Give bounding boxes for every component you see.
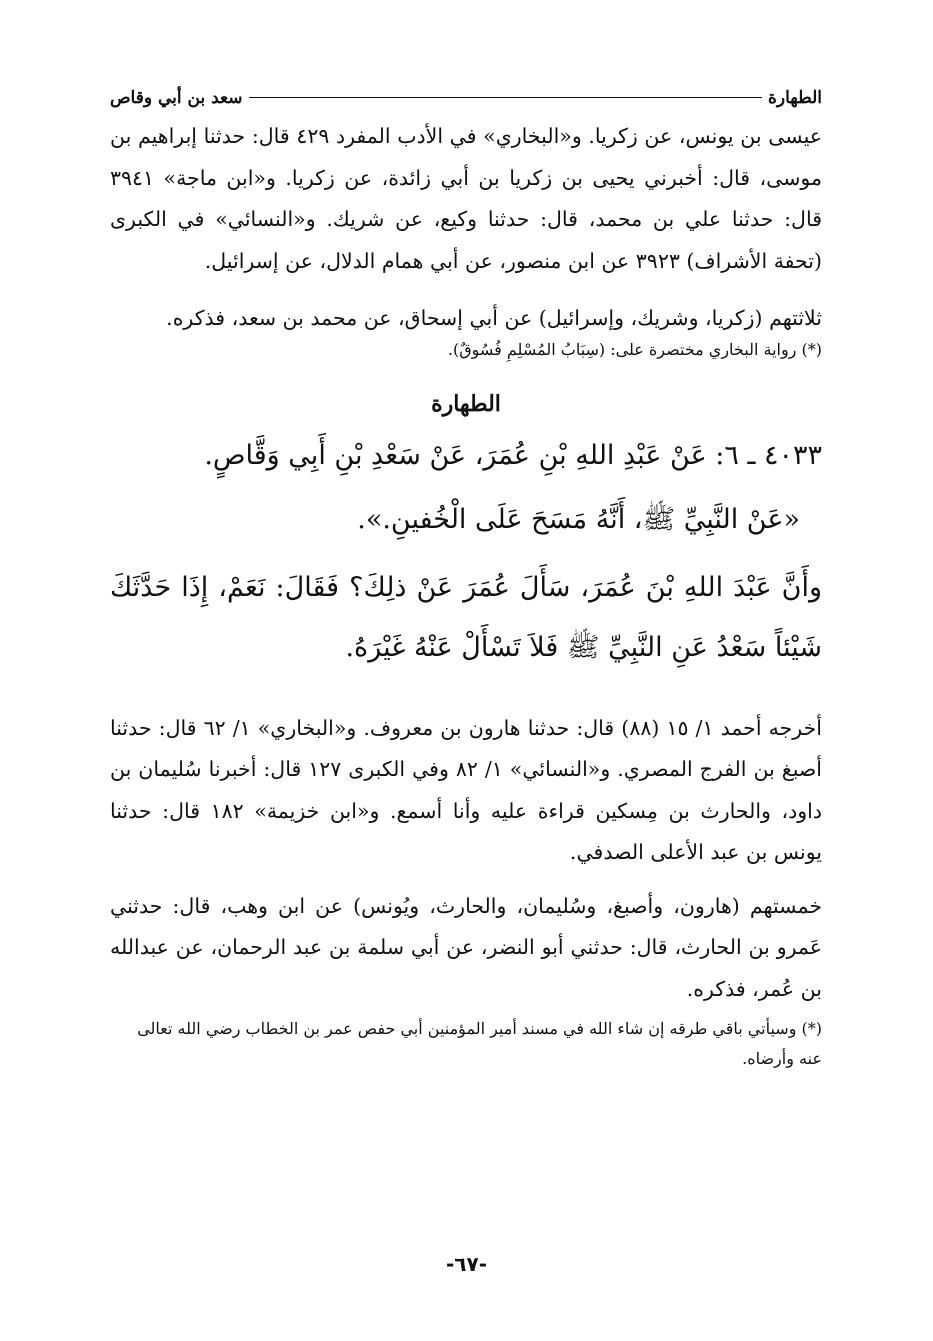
paragraph-summary-2: خمستهم (هارون، وأصبغ، وسُليمان، والحارث، ويُونس) عن ابن وهب، قال: حدثني عَمرو بن الحارث، قال: حدثني أبو النضر، عن أبي سلمة بن عبد الرحمان، عن عبدالله بن عُمر، فذكره. [110,893,822,1001]
section-heading: الطهارة [431,390,501,417]
running-header [110,88,822,108]
hadith-continuation: وأَنَّ عَبْدَ اللهِ بْنَ عُمَرَ، سَأَلَ عُمَرَ عَنْ ذلِكَ؟ فَقَالَ: نَعَمْ، إِذَا حَدَّثَكَ شَيْئاً سَعْدُ عَنِ النَّبِيِّ ﷺ فَلاَ تَسْأَلْ عَنْهُ غَيْرَهُ. [110,571,822,663]
hadith-isnad-text: عَنْ عَبْدِ اللهِ بْنِ عُمَرَ، عَنْ سَعْدِ بْنِ أَبِي وَقَّاصٍ. [204,439,707,471]
footnote-2: (*) وسيأتي باقي طرقه إن شاء الله في مسند أمير المؤمنين أبي حفص عمر بن الخطاب رضي الله تعالى عنه وأرضاه. [137,1019,822,1068]
paragraph-takhrij-2: أخرجه أحمد ١/ ١٥ (٨٨) قال: حدثنا هارون بن معروف. و«البخاري» ١/ ٦٢ قال: حدثنا أصبغ بن الفرج المصري. و«النسائي» ١/ ٨٢ وفي الكبرى ١٢٧ قال: أخبرنا سُليمان بن داود، والحارث بن مِسكين قراءة عليه وأنا أسمع. و«ابن خزيمة» ١٨٢ قال: حدثنا يونس بن عبد الأعلى الصدفي. [110,715,822,864]
paragraph-takhrij-1: عيسى بن يونس، عن زكريا. و«البخاري» في الأدب المفرد ٤٢٩ قال: حدثنا إبراهيم بن موسى، قال: أخبرني يحيى بن زكريا بن أبي زائدة، عن زكريا. و«ابن ماجة» ٣٩٤١ قال: حدثنا علي بن محمد، قال: حدثنا وكيع، عن شريك. و«النسائي» في الكبرى (تحفة الأشراف) ٣٩٢٣ عن ابن منصور، عن أبي همام الدلال، عن إسرائيل. [110,124,823,273]
header-companion: سعد بن أبي وقاص [110,88,243,108]
hadith-matn: «عَنْ النَّبِيِّ ﷺ، أَنَّهُ مَسَحَ عَلَى الْخُفينِ.». [357,503,800,535]
header-rule [249,97,763,98]
header-chapter: الطهارة [768,88,822,108]
footnote-1: (*) رواية البخاري مختصرة على: (سِبَابُ المُسْلِمِ فُسُوقٌ). [447,339,822,359]
page-body [110,88,822,1074]
paragraph-summary-1: ثلاثتهم (زكريا، وشريك، وإسرائيل) عن أبي إسحاق، عن محمد بن سعد، فذكره. [166,306,822,330]
page-number: -٦٧- [445,1252,488,1276]
hadith-number: ٤٠٣٣ ـ ٦: [715,439,822,471]
hadith-isnad [110,426,822,486]
